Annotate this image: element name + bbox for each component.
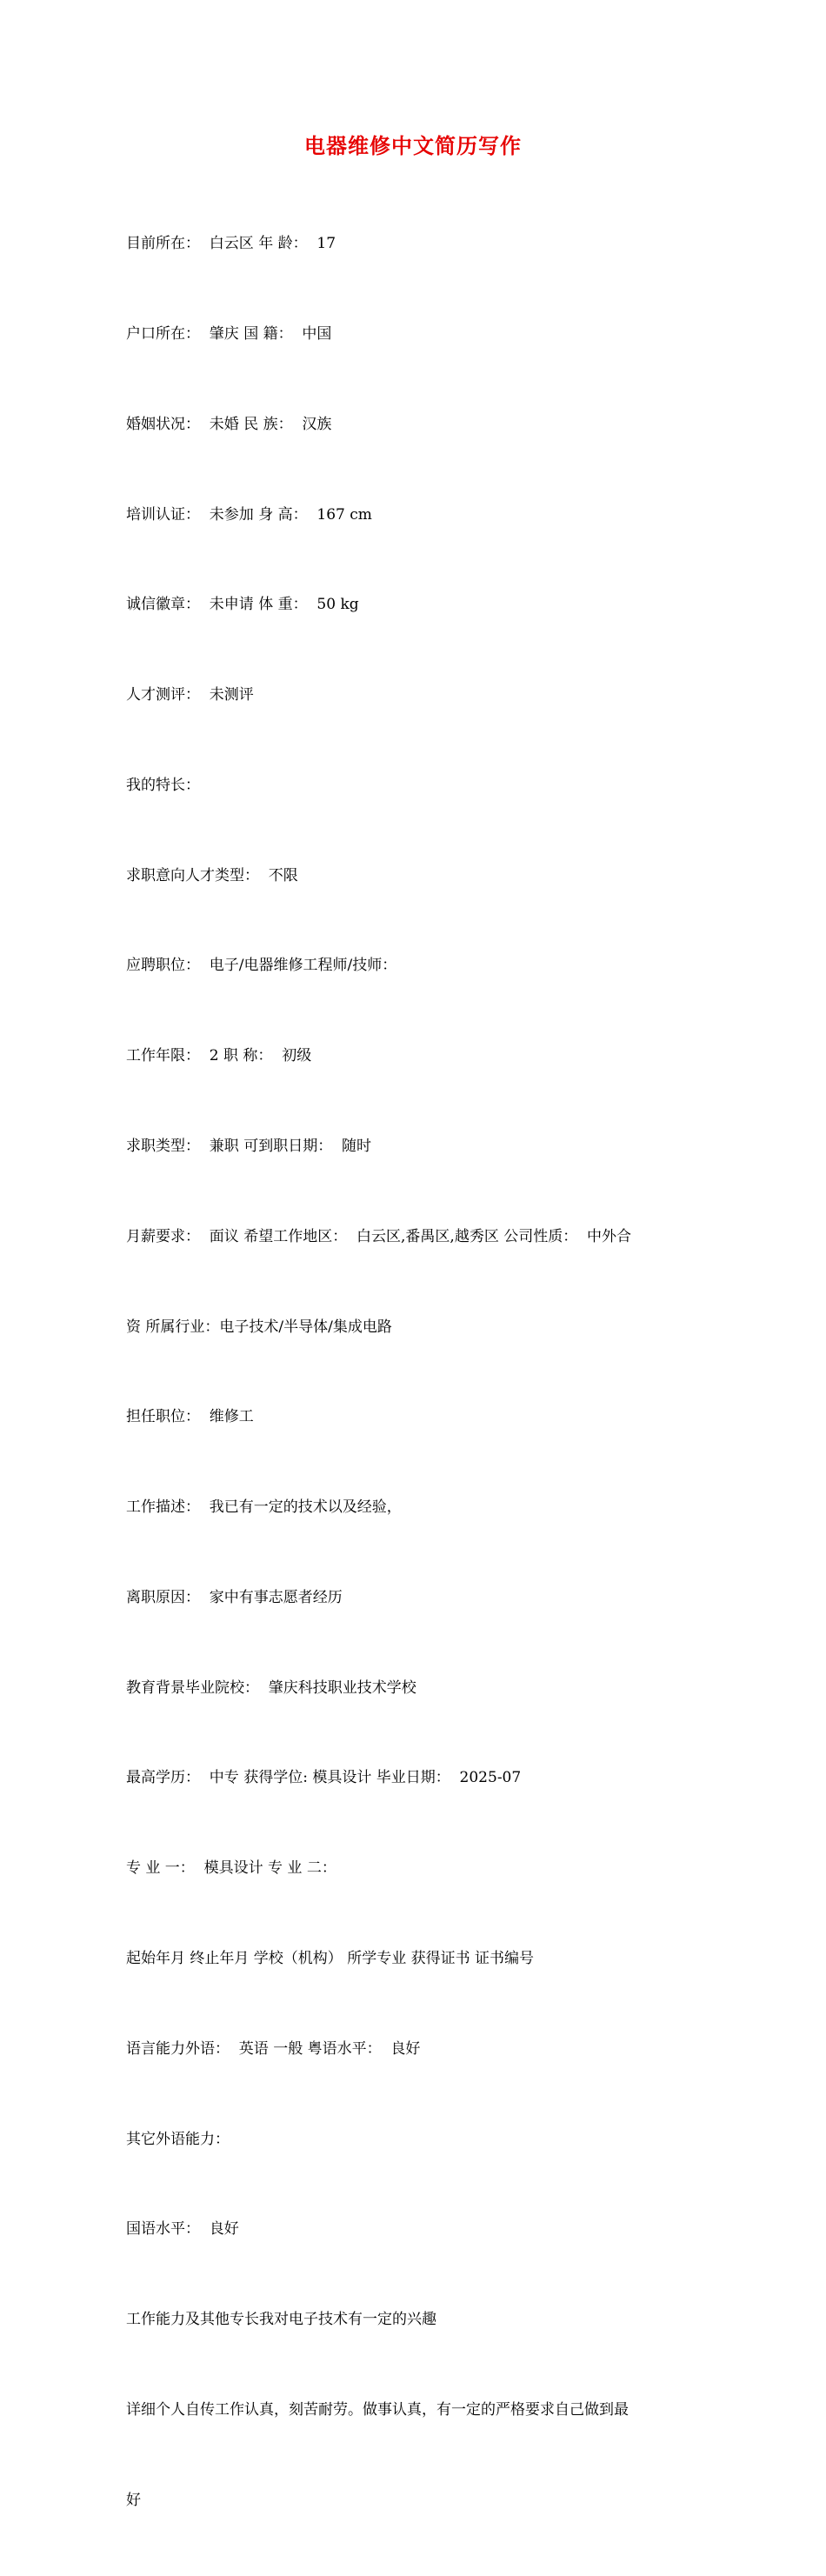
resume-line-salary: 月薪要求： 面议 希望工作地区： 白云区,番禺区,越秀区 公司性质： 中外合: [126, 1227, 632, 1245]
resume-line-majors: 专 业 一： 模具设计 专 业 二：: [126, 1859, 336, 1878]
resume-line-hukou: 户口所在： 肇庆 国 籍： 中国: [126, 324, 332, 343]
resume-line-autobiography-end: 好: [126, 2491, 141, 2509]
resume-line-education-headers: 起始年月 终止年月 学校（机构） 所学专业 获得证书 证书编号: [126, 1950, 535, 1968]
document-title: 电器维修中文简历写作: [304, 133, 522, 158]
resume-line-job-description: 工作描述： 我已有一定的技术以及经验，: [126, 1498, 402, 1517]
resume-line-marital: 婚姻状况： 未婚 民 族： 汉族: [126, 415, 332, 433]
resume-line-talent-type: 求职意向人才类型： 不限: [126, 866, 298, 884]
resume-line-education: 最高学历： 中专 获得学位: 模具设计 毕业日期： 2025-07: [126, 1769, 522, 1787]
resume-line-position: 应聘职位： 电子/电器维修工程师/技师：: [126, 957, 397, 975]
resume-line-badge: 诚信徽章： 未申请 体 重： 50 kg: [126, 596, 359, 614]
resume-line-school: 教育背景毕业院校： 肇庆科技职业技术学校: [126, 1678, 416, 1697]
resume-line-assessment: 人才测评： 未测评: [126, 686, 254, 704]
resume-line-autobiography: 详细个人自传工作认真，刻苦耐劳。做事认真，有一定的严格要求自己做到最: [126, 2400, 629, 2419]
resume-line-languages: 语言能力外语： 英语 一般 粤语水平： 良好: [126, 2039, 421, 2058]
resume-line-mandarin: 国语水平： 良好: [126, 2220, 239, 2239]
resume-line-years: 工作年限： 2 职 称： 初级: [126, 1047, 312, 1065]
resume-line-industry: 资 所属行业：电子技术/半导体/集成电路: [126, 1318, 392, 1336]
resume-line-specialty: 我的特长：: [126, 776, 200, 794]
resume-line-skills: 工作能力及其他专长我对电子技术有一定的兴趣: [126, 2311, 436, 2329]
resume-line-leave-reason: 离职原因： 家中有事志愿者经历: [126, 1588, 343, 1606]
resume-line-other-languages: 其它外语能力：: [126, 2130, 230, 2148]
resume-line-job-type: 求职类型： 兼职 可到职日期： 随时: [126, 1138, 372, 1155]
resume-line-role: 担任职位： 维修工: [126, 1408, 254, 1426]
resume-line-location: 目前所在： 白云区 年 龄： 17: [126, 235, 336, 253]
resume-body: [126, 169, 717, 2576]
resume-line-training: 培训认证： 未参加 身 高： 167 cm: [126, 505, 372, 524]
